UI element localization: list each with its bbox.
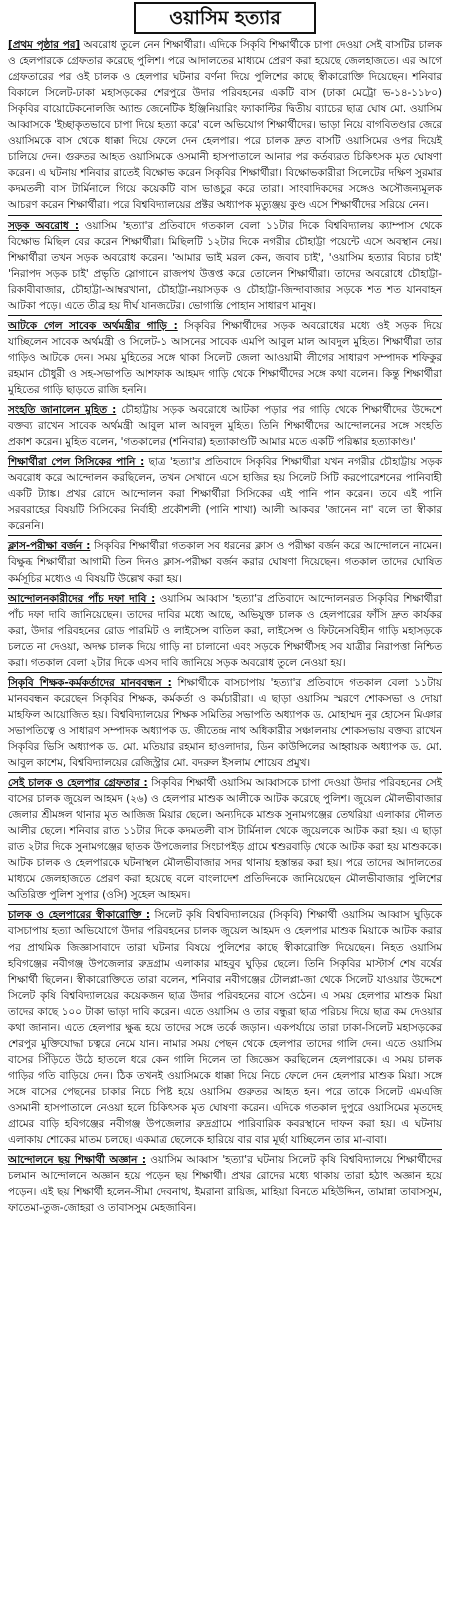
section-subhead: সড়ক অবরোধ : (8, 219, 79, 232)
section-divider (8, 399, 442, 400)
section-subhead: সেই চালক ও হেলপার গ্রেফতার : (8, 777, 148, 790)
article-body (8, 37, 442, 1216)
section-subhead: সিকৃবি শিক্ষক-কর্মকর্তাদের মানববন্ধন : (8, 676, 172, 689)
section-subhead: [প্রথম পৃষ্ঠার পর] (8, 39, 81, 51)
section-divider (8, 672, 442, 673)
section-divider (8, 215, 442, 216)
section-minister-car (8, 318, 442, 398)
section-body: শিক্ষার্থীকে বাসচাপায় 'হত্যা'র প্রতিবাদে গতকাল বেলা ১১টায় মানববন্ধন করেছেন সিকৃবির শিক্ষক, কর্মকর্তা ও কর্মচারীরা। এ ছাড়া ওয়াসিম স্মরণে শোকসভা ও দোয়া মাহফিল আয়োজিত হয়। বিশ্ববিদ্যালয়ের শিক্ষক সমিতির সভাপতি অধ্যাপক ড. মোহাম্মদ নুর হোসেন মিঞার সভাপতিত্বে ও সাধারণ সম্পাদক অধ্যাপক ড. জীতেন্দ্র নাথ অধিকারীর সঞ্চালনায় শোকসভায় বক্তব্য রাখেন সিকৃবির ভিসি অধ্যাপক ড. মো. মতিয়ার রহমান হাওলাদার, ডিন কাউন্সিলের আহ্বায়ক অধ্যাপক ড. মো. আবুল কাশেম, বিশ্ববিদ্যালয়ের রেজিস্ট্রার মো. বদরুল ইসলাম শোয়েব প্রমুখ। (8, 676, 442, 770)
section-divider (8, 1149, 442, 1150)
section-subhead: সংহতি জানালেন মুহিত : (8, 404, 117, 417)
section-water (8, 454, 442, 534)
section-arrest (8, 775, 442, 903)
section-subhead: ক্লাস-পরীক্ষা বর্জন : (8, 540, 91, 553)
section-class-boycott (8, 538, 442, 586)
section-solidarity (8, 402, 442, 450)
section-divider (8, 315, 442, 316)
section-body: ওয়াসিম আব্বাস 'হত্যা'র ঘটনায় সিলেট কৃষি বিশ্ববিদ্যালয়ে শিক্ষার্থীদের চলমান আন্দোলনে অজ্ঞান হয়ে পড়েন ছয় শিক্ষার্থী। প্রখর রোদের মধ্যে থাকায় তারা হঠাৎ অজ্ঞান হয়ে পড়েন। এই ছয় শিক্ষার্থী হলেন-সীমা দেবনাথ, ইমরানা রায়িজ, মাহিয়া বিনতে মহিউদ্দিন, তামান্না তাবাসসুম, ফাতেমা-তুজ-জোহরা ও তাবাসসুম মেহজাবিন। (8, 1154, 442, 1215)
section-divider (8, 772, 442, 773)
section-road-blockade (8, 218, 442, 314)
section-body: অবরোধ তুলে নেন শিক্ষার্থীরা। এদিকে সিকৃবি শিক্ষার্থীকে চাপা দেওয়া সেই বাসটির চালক ও হেলপারকে গ্রেফতার করেছে পুলিশ। পরে আদালতের মাধ্যমে প্রেরণ করা হয়েছে জেলহাজতে। এর আগে গ্রেফতারের পর ওই চালক ও হেলপার ঘটনার বর্ণনা দিয়ে পুলিশের কাছে স্বীকারোক্তি দিয়েছেন। শনিবার বিকালে সিলেট-ঢাকা মহাসড়কের শেরপুরে উদার পরিবহনের একটি বাস (ঢাকা মেট্রো ভ-১৪-১১৮০) সিকৃবির বায়োটেকনোলজি অ্যান্ড জেনেটিক ইঞ্জিনিয়ারিং ফ্যাকাল্টির দ্বিতীয় ব্যাচের ছাত্র ঘোষ মো. ওয়াসিম আব্বাসকে 'ইচ্ছাকৃতভাবে চাপা দিয়ে হত্যা করে' বলে অভিযোগ শিক্ষার্থীদের। ভাড়া নিয়ে বাগবিতণ্ডার জেরে ওয়াসিমকে বাস থেকে ধাক্কা দিয়ে ফেলে দেন হেলপার। পরে চালক দ্রুত বাসটি ওয়াসিমের ওপর দিয়েই চালিয়ে দেন। গুরুতর আহত ওয়াসিমকে ওসমানী হাসপাতালে আনার পর কর্তব্যরত চিকিৎসক মৃত ঘোষণা করেন। এ ঘটনায় শনিবার রাতেই বিক্ষোভ করেন সিকৃবির শিক্ষার্থীরা। বিক্ষোভকারীরা সিলেটের দক্ষিণ সুরমার কদমতলী বাস টার্মিনালে গিয়ে কয়েকটি বাস ভাঙচুর করে তারা। সাংবাদিকদের সঙ্গেও অসৌজন্যমূলক আচরণ করেন শিক্ষার্থীরা। পরে বিশ্ববিদ্যালয়ের প্রক্টর অধ্যাপক মৃত্যুঞ্জয় কুণ্ড এসে শিক্ষার্থীদের সরিয়ে নেন। (8, 39, 443, 212)
section-continuation (8, 37, 442, 214)
section-confession (8, 907, 442, 1148)
section-divider (8, 904, 442, 905)
section-subhead: আন্দোলনে ছয় শিক্ষার্থী অজ্ঞান : (8, 1154, 147, 1167)
section-body: ছাত্র 'হত্যা'র প্রতিবাদে সিকৃবির শিক্ষার্থীরা যখন নগরীর চৌহাট্টায় সড়ক অবরোধ করে আন্দোলন করছিলেন, তখন সেখানে এসে হাজির হয় সিলেট সিটি করপোরেশনের পানিবাহী একটি ট্যাঙ্ক। প্রখর রোদে আন্দোলন করা শিক্ষার্থীরা সিসিকের এই পানি পান করেন। তবে এই পানি সরবরাহের বিষয়টি সিসিকের নির্বাহী প্রকৌশলী (পানি শাখা) আলী আকবর 'জানেন না' বলে তা স্বীকার করেননি। (8, 456, 442, 533)
section-body: সিকৃবির শিক্ষার্থীদের সড়ক অবরোধের মধ্যে ওই সড়ক দিয়ে যাচ্ছিলেন সাবেক অর্থমন্ত্রী ও সিলেট-১ আসনের সাবেক এমপি আবুল মাল আবদুল মুহিত। শিক্ষার্থীরা তার গাড়িও আটকে দেন। সময় মুহিতের সঙ্গে থাকা সিলেট জেলা আওয়ামী লীগের সাধারণ সম্পাদক শফিকুর রহমান চৌধুরী ও সহ-সভাপতি আশফাক আহমদ গাড়ি থেকে শিক্ষার্থীদের সঙ্গে কথা বলেন। কিন্তু শিক্ষার্থীরা মুহিতের গাড়ি ছাড়তে রাজি হননি। (8, 319, 443, 396)
section-subhead: আটকে গেল সাবেক অর্থমন্ত্রীর গাড়ি : (8, 319, 178, 332)
section-body: ওয়াসিম 'হত্যা'র প্রতিবাদে গতকাল বেলা ১১টার দিকে বিশ্ববিদ্যালয় ক্যাম্পাস থেকে বিক্ষোভ মিছিল বের করেন শিক্ষার্থীরা। মিছিলটি ১২টার দিকে নগরীর চৌহাট্টা পয়েন্টে এসে অবস্থান নেয়। শিক্ষার্থীরা তখন সড়ক অবরোধ করেন। 'আমার ভাই মরল কেন, জবাব চাই', 'ওয়াসিম হত্যার বিচার চাই' 'নিরাপদ সড়ক চাই' প্রভৃতি স্লোগানে রাজপথ উত্তপ্ত করে তোলেন শিক্ষার্থীরা। তাদের অবরোধে চৌহাট্টা-রিকাবীবাজার, চৌহাট্টা-আম্বরখানা, চৌহাট্টা-নয়াসড়ক ও চৌহাট্টা-জিন্দাবাজার সড়কে শত শত যানবাহন আটকা পড়ে। এতে তীব্র হয় দীর্ঘ যানজটের। ভোগান্তি পোহান সাধারণ মানুষ। (8, 219, 442, 312)
section-human-chain (8, 675, 442, 771)
section-body: সিকৃবির শিক্ষার্থী ওয়াসিম আব্বাসকে চাপা দেওয়া উদার পরিবহনের সেই বাসের চালক জুয়েল আহমদ (২৬) ও হেলপার মাশুক আলীকে আটক করেছে পুলিশ। জুয়েল মৌলভীবাজার জেলার শ্রীমঙ্গল থানার মৃত আজিজ মিয়ার ছেলে। অন্যদিকে মাশুক সুনামগঞ্জের তেথরিয়া এলাকার দৌলত আলীর ছেলে। শনিবার রাত ১১টার দিকে কদমতলী বাস টার্মিনাল থেকে জুয়েলকে আটক করা হয়। এ ছাড়া রাত ২টার দিকে সুনামগঞ্জের ছাতক উপজেলার সিংচাপইড় গ্রামে শ্বশুরবাড়ি থেকে আটক করা হয় মাশুককে। আটক চালক ও হেলপারকে ঘটনাস্থল মৌলভীবাজার সদর থানায় হস্তান্তর করা হয়। পরে তাদের আদালতের মাধ্যমে জেলহাজতে প্রেরণ করা হয়েছে বলে বাংলাদেশ প্রতিদিনকে জানিয়েছেন মৌলভীবাজার পুলিশের অতিরিক্ত পুলিশ সুপার (ওসি) সুহেল আহমদ। (8, 777, 442, 902)
section-fainted (8, 1152, 442, 1216)
section-five-demands (8, 591, 442, 671)
section-body: চৌহাট্টায় সড়ক অবরোধে আটকা পড়ার পর গাড়ি থেকে শিক্ষার্থীদের উদ্দেশে বক্তব্য রাখেন সাবেক অর্থমন্ত্রী আবুল মাল আবদুল মুহিত। তিনি শিক্ষার্থীদের আন্দোলনের সঙ্গে সংহতি প্রকাশ করেন। মুহিত বলেন, 'গতকালের (শনিবার) হত্যাকাণ্ডটি আমার মতে একটি পরিষ্কার হত্যাকাণ্ড।' (8, 404, 442, 449)
section-divider (8, 451, 442, 452)
section-subhead: আন্দোলনকারীদের পাঁচ দফা দাবি : (8, 592, 156, 605)
headline: ওয়াসিম হত্যার (134, 2, 316, 34)
section-divider (8, 588, 442, 589)
section-body: সিকৃবির শিক্ষার্থীরা গতকাল সব ধরনের ক্লাস ও পরীক্ষা বর্জন করে আন্দোলনে নামেন। বিক্ষুব্ধ শিক্ষার্থীরা আগামী তিন দিনও ক্লাস-পরীক্ষা বর্জন করার ঘোষণা দিয়েছেন। গতকাল তাদের ঘোষিত কর্মসূচির মধ্যেও এ বিষয়টি উল্লেখ করা হয়। (8, 540, 442, 585)
section-body: ওয়াসিম আব্বাস 'হত্যা'র প্রতিবাদে আন্দোলনরত সিকৃবির শিক্ষার্থীরা পাঁচ দফা দাবি জানিয়েছেন। তাদের দাবির মধ্যে আছে, অভিযুক্ত চালক ও হেলপারের ফাঁসি দ্রুত কার্যকর করা, উদার পরিবহনের রোড পারমিট ও লাইসেন্স বাতিল করা, লাইসেন্স ও ফিটনেসবিহীন গাড়ি মহাসড়কে চলতে না দেওয়া, অদক্ষ চালক দিয়ে গাড়ি না চালানো এবং সড়কে শিক্ষার্থীসহ সব যাত্রীর নিরাপত্তা নিশ্চিত করা। গতকাল বেলা ২টার দিকে এসব দাবি জানিয়ে সড়ক অবরোধ তুলে নেওয়া হয়। (8, 592, 442, 669)
section-divider (8, 535, 442, 536)
section-subhead: চালক ও হেলপারের স্বীকারোক্তি : (8, 909, 151, 922)
section-subhead: শিক্ষার্থীরা পেল সিসিকের পানি : (8, 456, 145, 469)
section-body: সিলেট কৃষি বিশ্ববিদ্যালয়ের (সিকৃবি) শিক্ষার্থী ওয়াসিম আব্বাস ঘুড়িকে বাসচাপায় হত্যা অভিযোগে উদার পরিবহনের চালক জুয়েল আহমদ ও হেলপার মাশুক মিয়াকে আটক করার পর প্রাথমিক জিজ্ঞাসাবাদে তারা ঘটনার বিষয়ে পুলিশের কাছে স্বীকারোক্তি দিয়েছেন। নিহত ওয়াসিম হবিগঞ্জের নবীগঞ্জ উপজেলার রুদ্রগ্রাম এলাকার মাহবুব ঘুড়ির ছেলে। তিনি সিকৃবির মাস্টার্স শেষ বর্ষের শিক্ষার্থী ছিলেন। স্বীকারোক্তিতে তারা বলেন, শনিবার নবীগঞ্জের টোলপ্লা-জা থেকে সিলেট যাওয়ার উদ্দেশে সিলেট কৃষি বিশ্ববিদ্যালয়ের কয়েকজন ছাত্র উদার পরিবহনের বাসে ওঠেন। এ সময় হেলপার মাশুক মিয়া তাদের কাছে ১০০ টাকা ভাড়া দাবি করেন। এতে ওয়াসিম ও তার বন্ধুরা ছাত্র পরিচয় দিয়ে ছাত্র কম দেওয়ার কথা জানান। এতে হেলপার ক্ষুব্ধ হয়ে তাদের সঙ্গে তর্কে জড়ান। একপর্যায়ে তারা ঢাকা-সিলেট মহাসড়কের শেরপুর মুক্তিযোদ্ধা চত্বরে নেমে যান। নামার সময় পেছন থেকে হেলপার তাদের গালি দেন। এতে ওয়াসিম বাসের সিঁড়িতে উঠে হাতলে ধরে কেন গালি দিলেন তা জিজ্ঞেস করছিলেন হেলপারকে। এ সময় চালক গাড়ির গতি বাড়িয়ে দেন। ঠিক তখনই ওয়াসিমকে ধাক্কা দিয়ে নিচে ফেলে দেন হেলপার মাশুক মিয়া। সঙ্গে সঙ্গে বাসের পেছনের চাকার নিচে পিষ্ট হয়ে ওয়াসিম গুরুতর আহত হন। পরে তাকে সিলেট এমএজি ওসমানী হাসপাতালে নেওয়া হলে চিকিৎসক মৃত ঘোষণা করেন। এদিকে গতকাল দুপুরে ওয়াসিমের মৃতদেহ গ্রামের বাড়ি হবিগঞ্জের নবীগঞ্জ উপজেলার রুদ্রগ্রামে পারিবারিক কবরস্থানে দাফন করা হয়। এ ঘটনায় এলাকায় শোকের মাতম চলছে। একমাত্র ছেলেকে হারিয়ে বার বার মূর্ছা যাচ্ছিলেন তার মা-বাবা। (8, 909, 442, 1147)
